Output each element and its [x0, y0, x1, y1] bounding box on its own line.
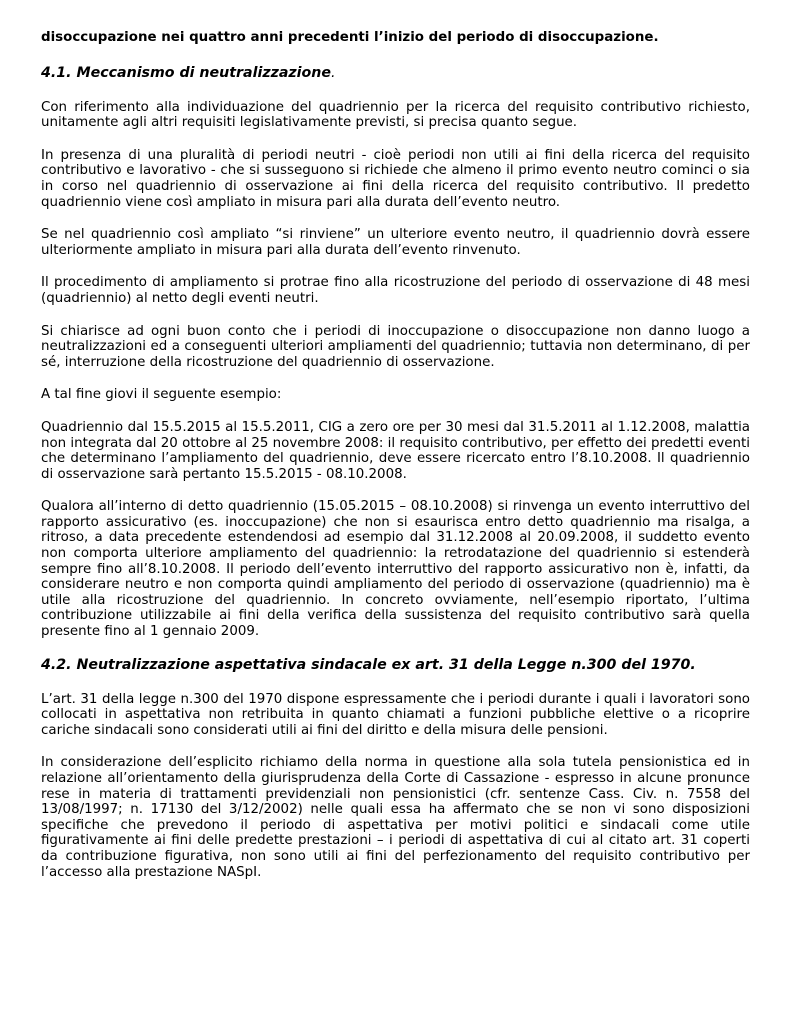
paragraph: In presenza di una pluralità di periodi neutri - cioè periodi non utili ai fini della ricerca del requisito contributivo e lavorativo - che si susseguono si richiede che almeno il primo evento neutro cominci o sia in corso nel quadriennio di osservazione ai fini della ricerca del requisito contributivo. Il predetto quadriennio viene così ampliato in misura pari alla durata dell’evento neutro. [41, 147, 750, 210]
section-4-1-heading [41, 65, 750, 81]
paragraph: Se nel quadriennio così ampliato “si rinviene” un ulteriore evento neutro, il quadriennio dovrà essere ulteriormente ampliato in misura pari alla durata dell’evento rinvenuto. [41, 227, 750, 258]
paragraph: In considerazione dell’esplicito richiamo della norma in questione alla sola tutela pensionistica ed in relazione all’orientamento della giurisprudenza della Corte di Cassazione - espresso in alcune pronunce rese in materia di trattamenti previdenziali non pensionistici (cfr. sentenze Cass. Civ. n. 7558 del 13/08/1997; n. 17130 del 3/12/2002) nelle quali essa ha affermato che se non vi sono disposizioni specifiche che prevedono il periodo di aspettativa per motivi politici e sindacali come utile figurativamente ai fini delle predette prestazioni – i periodi di aspettativa di cui al citato art. 31 coperti da contribuzione figurativa, non sono utili ai fini del perfezionamento del requisito contributivo per l’accesso alla prestazione NASpI. [41, 755, 750, 880]
section-4-2-heading: 4.2. Neutralizzazione aspettativa sindacale ex art. 31 della Legge n.300 del 1970. [41, 656, 696, 673]
paragraph: L’art. 31 della legge n.300 del 1970 dispone espressamente che i periodi durante i quali i lavoratori sono collocati in aspettativa non retribuita in quanto chiamati a funzioni pubbliche elettive o a ricoprire cariche sindacali sono considerati utili ai fini del diritto e della misura delle pensioni. [41, 691, 750, 738]
paragraph: Si chiarisce ad ogni buon conto che i periodi di inoccupazione o disoccupazione non danno luogo a neutralizzazioni ed a conseguenti ulteriori ampliamenti del quadriennio; tuttavia non determinano, di per sé, interruzione della ricostruzione del quadriennio di osservazione. [41, 323, 750, 370]
paragraph: A tal fine giovi il seguente esempio: [41, 387, 282, 403]
paragraph: Con riferimento alla individuazione del quadriennio per la ricerca del requisito contributivo richiesto, unitamente agli altri requisiti legislativamente previsti, si precisa quanto segue. [41, 99, 750, 131]
section-4-1-heading-period: . [331, 64, 336, 81]
paragraph: Qualora all’interno di detto quadriennio (15.05.2015 – 08.10.2008) si rinvenga un evento interruttivo del rapporto assicurativo (es. inoccupazione) che non si esaurisca entro detto quadriennio ma risalga, a ritroso, a data precedente estendendosi ad esempio dal 31.12.2008 al 20.09.2008, il suddetto evento non comporta ulteriore ampliamento del quadriennio: la retrodatazione del quadriennio si estenderà sempre fino all’8.10.2008. Il periodo dell’evento interruttivo del rapporto assicurativo non è, infatti, da considerare neutro e non comporta quindi ampliamento del periodo di osservazione (quadriennio) ma è utile alla ricostruzione del quadriennio. In concreto ovviamente, nell’esempio riportato, l’ultima contribuzione utilizzabile ai fini della verifica della sussistenza del requisito contributivo sarà quella presente fino al 1 gennaio 2009. [41, 499, 750, 640]
lead-line: disoccupazione nei quattro anni precedenti l’inizio del periodo di disoccupazione. [41, 30, 659, 45]
section-4-1-heading-text: 4.1. Meccanismo di neutralizzazione [41, 64, 332, 81]
paragraph: Il procedimento di ampliamento si protrae fino alla ricostruzione del periodo di osservazione di 48 mesi (quadriennio) al netto degli eventi neutri. [41, 275, 750, 306]
paragraph: Quadriennio dal 15.5.2015 al 15.5.2011, CIG a zero ore per 30 mesi dal 31.5.2011 al 1.12.2008, malattia non integrata dal 20 ottobre al 25 novembre 2008: il requisito contributivo, per effetto dei predetti eventi che determinano l’ampliamento del quadriennio, deve essere ricercato entro l’8.10.2008. Il quadriennio di osservazione sarà pertanto 15.5.2015 - 08.10.2008. [41, 419, 750, 482]
